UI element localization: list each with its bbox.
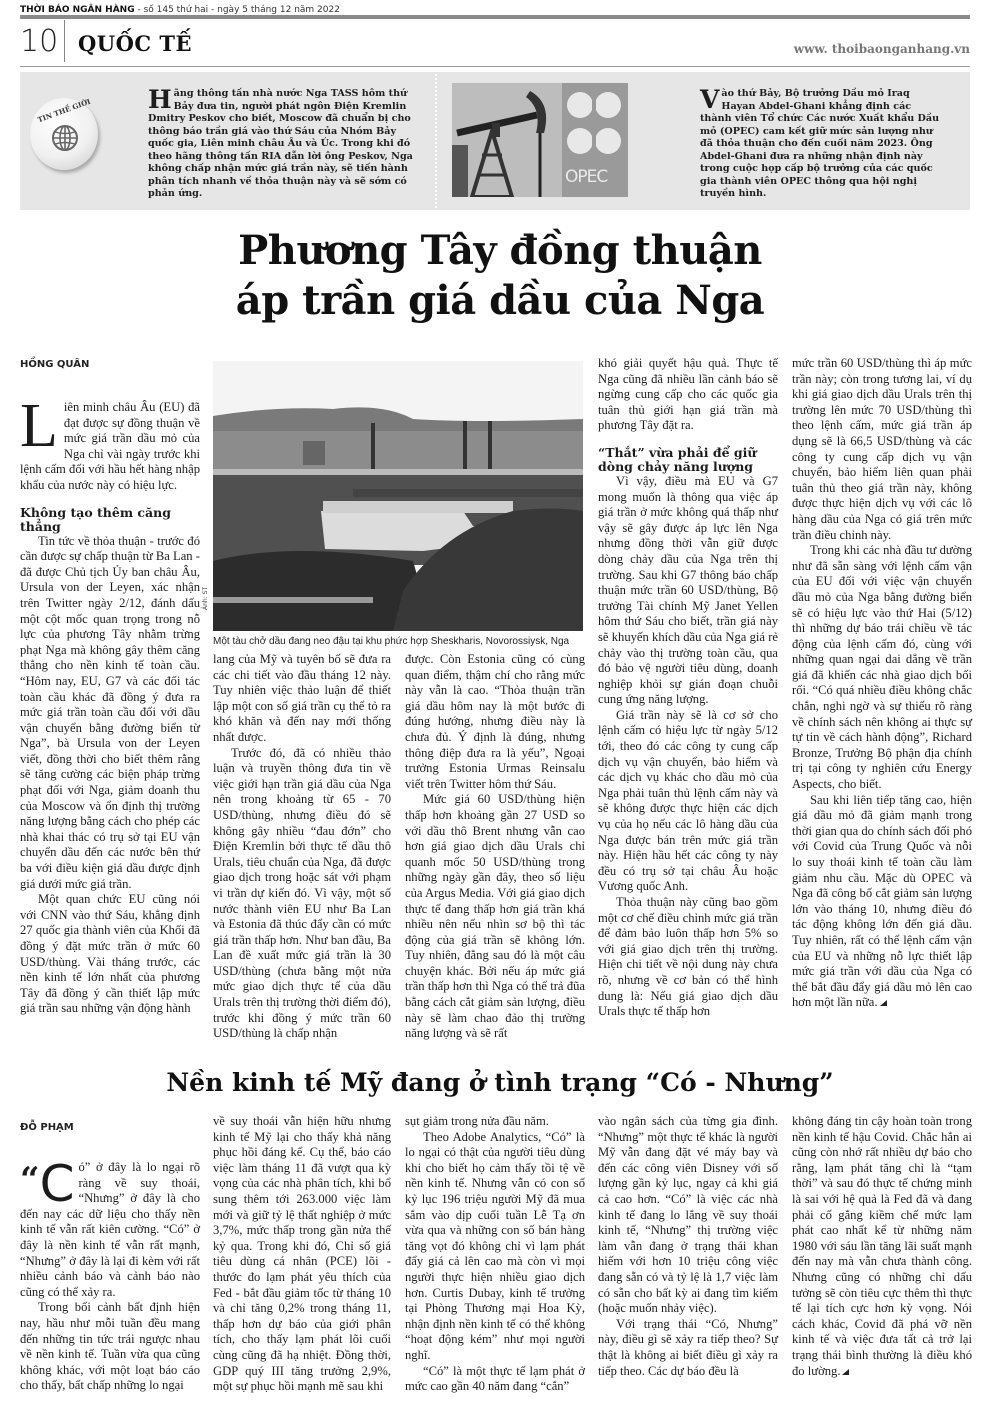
top-rule: [20, 15, 970, 19]
paragraph: Tin tức về thỏa thuận - trước đó cần được sự chấp thuận từ Ba Lan - đã được Chủ tịch Ủy ban châu Âu, Ursula von der Leyen, xác nhận trên Twitter ngày 2/12, đánh dấu một cột mốc quan trọng trong nỗ lực của phương Tây nhằm trừng phạt Nga mà không gây thêm căng thẳng cho nền kinh tế toàn cầu. “Hôm nay, EU, G7 và các đối tác toàn cầu khác đã đồng ý đưa ra mức giá trần toàn cầu đối với dầu vận chuyển bằng đường biển từ Nga”, bà Ursula von der Leyen viết, đồng thời cho biết thêm rằng sẽ tăng cường các biện pháp trừng phạt đối với Nga, giảm doanh thu của Moscow và ổn định thị trường năng lượng bằng cách cho phép các nhà khai thác có trụ sở tại EU vận chuyển dầu đến các nước bên thứ ba với điều kiện giá dầu được định giá dưới mức giá trần.: [20, 533, 200, 891]
paragraph: Thỏa thuận này cũng bao gồm một cơ chế điều chỉnh mức giá trần để đảm bảo luôn thấp hơn 5% so với giá giao dịch trên thị trường. Hiện chi tiết về nội dung này chưa rõ, nhưng về cơ bản có thể hình dung là: Nếu giá giao dịch dầu Urals thực tế thấp hơn: [598, 895, 778, 1019]
drop-cap: H: [148, 85, 172, 114]
paragraph: Theo Adobe Analytics, “Có” là lo ngại có thật của người tiêu dùng khi cho biết họ cảm thấy tồi tệ về nền kinh tế. Nhưng vẫn có con số kỷ lục 196 triệu người Mỹ đã mua sắm vào dịp cuối tuần Lễ Tạ ơn vừa qua và những con số bán hàng tăng vọt đó không chỉ vì lạm phát đẩy giá cả lên cao mà còn vì mọi người thực hiện nhiều giao dịch hơn. Curtis Dubay, kinh tế trưởng tại Phòng Thương mại Hoa Kỳ, nhận định nền kinh tế có thể không “hoạt động kém” như mọi người nghĩ.: [405, 1129, 585, 1362]
paragraph: khó giải quyết hậu quả. Thực tế Nga cũng đã nhiều lần cảnh báo sẽ ngừng cung cấp cho các quốc gia tuân thủ giới hạn giá trần mà phương Tây đặt ra.: [598, 356, 778, 433]
headline-line-2: áp trần giá dầu của Nga: [235, 277, 765, 324]
article1-column-5: [792, 356, 972, 1011]
header-rule: [20, 66, 970, 67]
article2-column-1: [20, 1155, 200, 1394]
paragraph: được. Còn Estonia cũng có cùng quan điểm, thậm chí cho rằng mức này vẫn là cao. “Thỏa thuận trần giá dầu hôm nay là một bước đi đúng hướng, nhưng điều này là chưa đủ. Ý định là đúng, nhưng thông điệp đưa ra là yếu”, Ngoại trưởng Estonia Urmas Reinsalu viết trên Twitter hôm thứ Sáu.: [405, 652, 585, 791]
brief-text: ãng thông tấn nhà nước Nga TASS hôm thứ Bảy đưa tin, người phát ngôn Điện Kremlin Dmitry Peskov cho biết, Moscow đã chuẩn bị cho thông báo trần giá vào thứ Sáu của Nhóm Bảy quốc gia, Liên minh châu Âu và Úc. Trong khi đó theo hãng thông tấn RIA dẫn lời ông Peskov, Nga không chấp nhận mức giá trần này, sẽ tiến hành phân tích nhanh về thỏa thuận này và sẽ sớm có phản ứng.: [148, 88, 413, 199]
dotted-separator: [435, 74, 437, 208]
article1-column-3: [405, 652, 585, 1042]
page-number: 10: [20, 24, 59, 59]
masthead: [20, 5, 340, 15]
drop-cap: L: [20, 392, 58, 460]
article1-byline: HỒNG QUÂN: [20, 359, 90, 370]
opec-label: OPEC: [565, 167, 608, 187]
article2-headline: Nền kinh tế Mỹ đang ở tình trạng “Có - Nhưng”: [166, 1068, 834, 1097]
badge-label: TIN THẾ GIỚI: [36, 96, 92, 125]
paragraph: về suy thoái vẫn hiện hữu nhưng kinh tế Mỹ lại cho thấy khả năng phục hồi đáng kể. Cụ thể, báo cáo việc làm tháng 11 đã vượt qua kỳ vọng của các nhà phân tích, khi bổ sung thêm tới 263.000 việc làm mới và giữ tỷ lệ thất nghiệp ở mức 3,7%, mức thấp trong gần nửa thế kỷ qua. Trong khi đó, Chỉ số giá tiêu dùng cá nhân (PCE) lõi - thước đo lạm phát yêu thích của Fed - bắt đầu giảm tốc từ tháng 10 và chỉ tăng 0,2% trong tháng 11, thấp hơn dự báo của giới phân tích, cho thấy lạm phát lõi cuối cùng cũng đã hạ nhiệt. Đồng thời, GDP quý III tăng trưởng 2,9%, một sự phục hồi mạnh mẽ sau khi: [213, 1114, 391, 1394]
paragraph: sụt giảm trong nửa đầu năm.: [405, 1114, 549, 1128]
end-mark-icon: [842, 1369, 849, 1375]
website-link[interactable]: www. thoibaonganhang.vn: [793, 42, 970, 56]
tanker-photo: [213, 361, 583, 631]
article2-column-2: [213, 1114, 391, 1395]
photo-credit: Ảnh: ST: [202, 586, 209, 610]
brief-text: ào thứ Bảy, Bộ trưởng Dầu mỏ Iraq Hayan Abdel-Ghani khẳng định các thành viên Tổ chức Các nước Xuất khẩu Dầu mỏ (OPEC) cam kết giữ mức sản lượng như đã thỏa thuận cho đến cuối năm 2023. Ông Abdel-Ghani đưa ra những nhận định này trong cuộc họp cấp bộ trưởng của các quốc gia thành viên OPEC thông qua hội nghị truyền hình.: [700, 88, 940, 199]
paragraph: Một quan chức EU cũng nói với CNN vào thứ Sáu, khẳng định 27 quốc gia thành viên của Khối đã đồng ý đặt mức trần ở mức 60 USD/thùng. Vài tháng trước, các nền kinh tế lớn nhất của phương Tây đã đồng ý cần thiết lập mức giá trần sau những vận động hành: [20, 892, 200, 1016]
paragraph: Sau khi liên tiếp tăng cao, hiện giá dầu mỏ đã giảm mạnh trong thời gian qua do chính sách đối phó với Covid của Trung Quốc và nỗi lo suy thoái kinh tế toàn cầu làm giảm nhu cầu. Mặc dù OPEC và Nga đã công bố cắt giảm sản lượng lớn vào tháng 10, nhưng điều đó tác động không lớn đến giá dầu. Tuy nhiên, rất có thể lệnh cấm vận của EU và những nỗ lực thiết lập mức giá trần với dầu của Nga có thể bắt đầu đẩy giá dầu mỏ lên cao hơn một lần nữa.: [792, 792, 972, 1010]
brief-opec: [700, 85, 940, 201]
subhead: “Thắt” vừa phải để giữ dòng chảy năng lượng: [598, 444, 757, 474]
paragraph: Giá trần này sẽ là cơ sở cho lệnh cấm có hiệu lực từ ngày 5/12 tới, theo đó các công ty cung cấp dịch vụ vận chuyển, bảo hiểm và các dịch vụ khác cho dầu mỏ của Nga phải tuân thủ lệnh cấm này và sẽ không được thực hiện các dịch vụ của họ nếu các lô hàng dầu của Nga được bán trên mức giá trần này. Hiện hầu hết các công ty này đều có trụ sở tại châu Âu hoặc Vương quốc Anh.: [598, 707, 778, 894]
lead-paragraph: Liên minh châu Âu (EU) đã đạt được sự đồng thuận về mức giá trần dầu mỏ của Nga chỉ vài ngày trước khi lệnh cấm đối với hầu hết hàng nhập khẩu của nước này có hiệu lực.: [20, 392, 200, 492]
drop-cap: V: [700, 85, 720, 114]
paragraph: Vì vậy, điều mà EU và G7 mong muốn là thông qua việc áp giá trần ở mức không quá thấp như vậy sẽ gây được áp lực lên Nga nhưng đồng thời vẫn giữ được dòng chảy dầu của Nga trên thị trường. Sau khi G7 thông báo chấp thuận mức trần 60 USD/thùng, Bộ trưởng Tài chính Mỹ Janet Yellen hôm thứ Sáu cho biết, trần giá này sẽ khuyến khích dầu của Nga giá rẻ chảy vào thị trường toàn cầu, qua đó bảo vệ người tiêu dùng, doanh nghiệp khỏi sự gián đoạn chuỗi cung ứng năng lượng.: [598, 473, 778, 707]
brief-russia: [148, 85, 418, 201]
issue-line: - số 145 thứ hai - ngày 5 tháng 12 năm 2022: [134, 5, 340, 15]
article2-column-5: [792, 1114, 972, 1379]
article1-column-2: [213, 652, 391, 1042]
world-news-badge: [30, 98, 98, 170]
article2-column-4: [598, 1114, 778, 1379]
opec-photo: [452, 83, 628, 197]
photo-caption: Một tàu chở dầu đang neo đậu tại khu phức hợp Sheskharis, Novorossiysk, Nga: [213, 636, 570, 647]
globe-icon: [51, 124, 79, 152]
paragraph: lang của Mỹ và tuyên bố sẽ đưa ra các chi tiết vào đầu tháng 12 này. Tuy nhiên việc thảo luận để thiết lập một con số giá trần cụ thể tỏ ra khó khăn và đến nay mới thống nhất được.: [213, 652, 391, 744]
drop-cap: “C: [20, 1155, 75, 1213]
article2-column-3: [405, 1114, 585, 1395]
lead-paragraph: “C ó” ở đây là lo ngại rõ ràng về suy thoái, “Nhưng” ở đây là cho đến nay các dữ liệu cho thấy nền kinh tế vẫn rất kiên cường. “Có” ở đây là nền kinh tế vẫn rất mạnh, “Nhưng” ở đây là lại đi kèm với rất nhiều cảnh báo và cảnh báo nào cũng có thể xảy ra.: [20, 1155, 200, 1299]
article1-headline: [0, 226, 1000, 326]
paragraph: “Có” là một thực tế lạm phát ở mức cao gần 40 năm đang “cắn”: [405, 1363, 585, 1394]
article2-byline: ĐỖ PHẠM: [20, 1122, 74, 1133]
paragraph: vào ngân sách của từng gia đình. “Nhưng” một thực tế khác là người Mỹ vẫn đang đặt vé máy bay và đến các công viên Disney với số lượng gần kỷ lục, ngay cả khi giá cả cao hơn. “Có” là việc các nhà kinh tế đang lo lắng về suy thoái kinh tế, “Nhưng” thị trường việc làm vẫn đang ở trạng thái khan hiếm với hơn 10 triệu công việc đang sẵn có và tỷ lệ là 1,7 việc làm có sẵn cho bất kỳ ai đang tìm kiếm (hoặc muốn nhảy việc).: [598, 1114, 778, 1316]
header-divider: [64, 20, 65, 62]
paragraph: mức trần 60 USD/thùng thì áp mức trần này; còn trong tương lai, ví dụ khi giá giao dịch dầu Urals trên thị trường lên mức 70 USD/thùng thì theo lệnh cấm, mức giá trần áp dụng sẽ là 66,5 USD/thùng và các công ty cung cấp dịch vụ vận chuyển, bảo hiểm liên quan phải tuân thủ theo giá trần này, không được thực hiện dịch vụ với các lô hàng dầu của Nga có giá trên mức trần điều chỉnh này.: [792, 356, 972, 542]
paragraph: Trong bối cảnh bất định hiện nay, hầu như mỗi tuần đều mang đến những tin tức trái ngược nhau về nền kinh tế. Tuần vừa qua cũng không khác, với một loạt báo cáo cho thấy, bất chấp những lo ngại: [20, 1300, 200, 1393]
paragraph: không đáng tin cậy hoàn toàn trong nền kinh tế hậu Covid. Chắc hẳn ai cũng còn nhớ rất nhiều dự báo cho rằng, lạm phát tăng chỉ là “tạm thời” và sau đó thực tế chứng minh là sai với hệ quả là Fed đã và đang phải cố gắng kiềm chế mức lạm phát cao nhất kể từ những năm 1980 với sáu lần tăng lãi suất mạnh đến nay mà vẫn chưa thành công. Nhưng cũng có những chỉ dấu tưởng sẽ còn tiêu cực thêm thì thực tế lại tích cực hơn kỳ vọng. Nói cách khác, Covid đã phá vỡ nền kinh tế và việc đưa tất cả trở lại trạng thái bình thường là điều khó đo lường.: [792, 1114, 972, 1378]
paragraph: Mức giá 60 USD/thùng hiện thấp hơn khoảng gần 27 USD so với dầu thô Brent nhưng vẫn cao hơn giá giao dịch dầu Urals chỉ quanh mốc 50 USD/thùng trong những ngày gần đây, theo số liệu của Argus Media. Với giá giao dịch thực tế đang thấp hơn giá trần khá nhiều nên nếu nhìn sơ bộ thì tác động của giá trần sẽ không lớn. Tuy nhiên, đằng sau đó là một câu chuyện khác. Bởi nếu áp mức giá trần thấp hơn thì Nga có thể trả đũa bằng cách cắt giảm sản lượng, điều này sẽ làm chao đảo thị trường năng lượng và sẽ rất: [405, 792, 585, 1041]
end-mark-icon: [880, 1000, 887, 1006]
section-title: QUỐC TẾ: [78, 31, 193, 56]
headline-line-1: Phương Tây đồng thuận: [238, 227, 762, 274]
publication-name: THỜI BÁO NGÂN HÀNG: [20, 5, 135, 15]
paragraph: Trước đó, đã có nhiều thảo luận và truyền thông đưa tin về việc giới hạn trần giá dầu của Nga nên trong khoảng từ 65 - 70 USD/thùng, nhưng điều đó sẽ không gây nhiều “đau đớn” cho Điện Kremlin bởi thực tế dầu thô Urals, tiêu chuẩn của Nga, đã được giao dịch trong hoặc sát với phạm vi trần dự kiến đó. Vì vậy, một số nước thành viên EU như Ba Lan và Estonia đã thúc đẩy cần có mức giá trần thấp hơn. Như ban đầu, Ba Lan đề xuất mức giá trần là 30 USD/thùng (chưa bằng một nửa mức giao dịch thực tế của dầu Urals trên thị trường thời điểm đó), trước khi đồng ý mức trần 60 USD/thùng là chấp nhận: [213, 745, 391, 1041]
paragraph: Với trạng thái “Có, Nhưng” này, điều gì sẽ xảy ra tiếp theo? Sự thật là không ai biết điều gì xảy ra tiếp theo. Các dự báo đều là: [598, 1316, 778, 1378]
paragraph: Trong khi các nhà đầu tư dường như đã sẵn sàng với lệnh cấm vận của EU đối với việc vận chuyển dầu mỏ của Nga bằng đường biển sẽ có hiệu lực vào thứ Hai (5/12) thì những dự báo trái chiều về tác động của lệnh cấm đó, cùng với những quan ngại dai dẳng về trần giá đã khiến các nhà giao dịch bối rối. “Có quá nhiều điều không chắc chắn, nghi ngờ và sự thiếu rõ ràng về chính sách nên không ai thực sự tự tin về cách hành động”, Richard Bronze, Trưởng Bộ phận địa chính trị tại công ty nghiên cứu Energy Aspects, cho biết.: [792, 543, 972, 792]
article1-column-1: [20, 392, 200, 1017]
port-photo-illustration: [213, 361, 583, 631]
article1-column-4: [598, 356, 778, 1020]
subhead: Không tạo thêm căng thẳng: [20, 504, 171, 534]
